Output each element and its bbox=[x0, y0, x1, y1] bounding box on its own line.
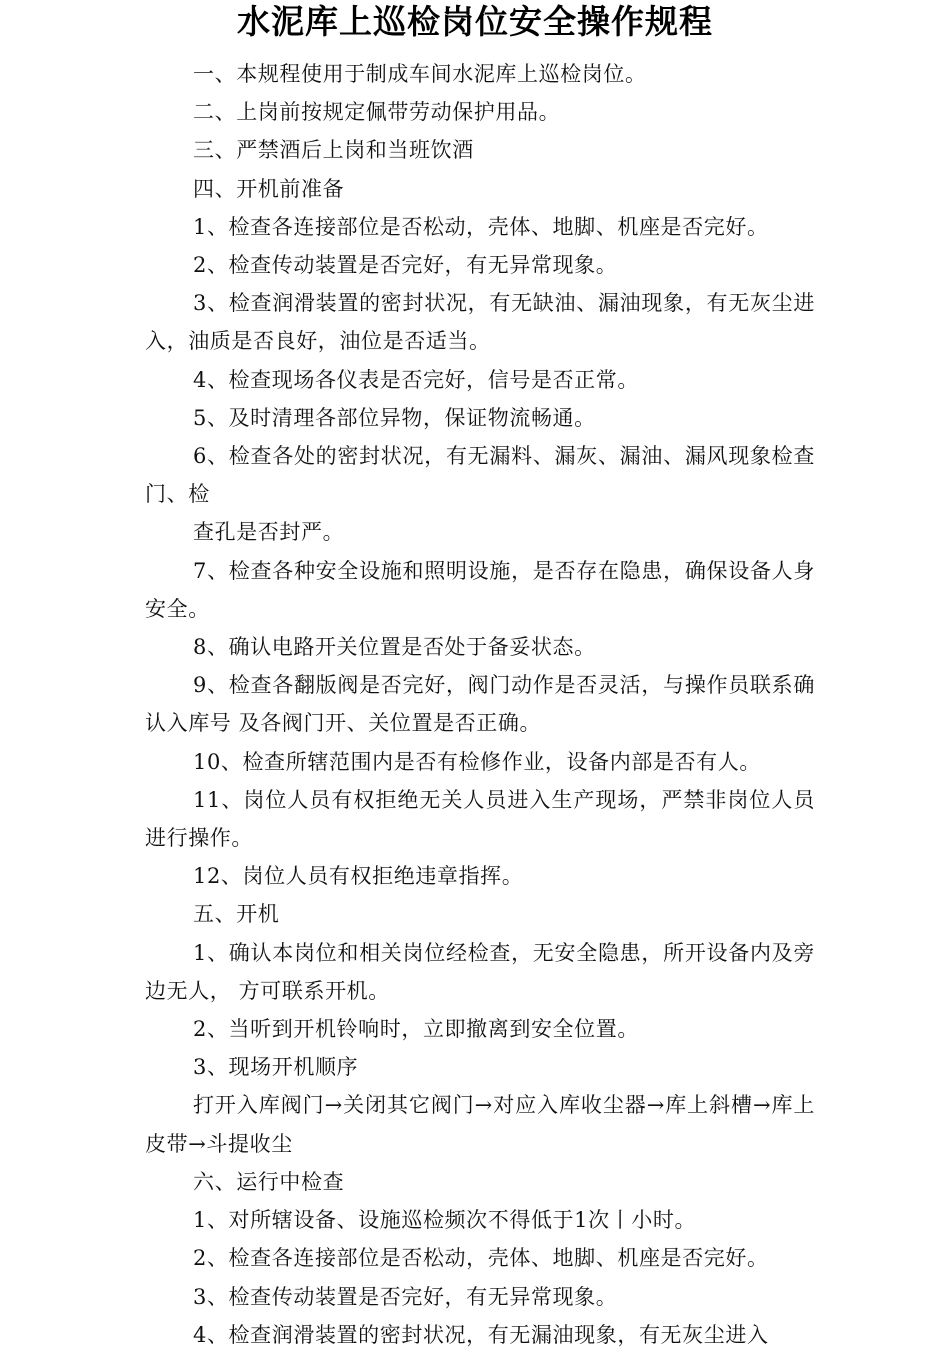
paragraph: 一、本规程使用于制成车间水泥库上巡检岗位。 bbox=[193, 62, 647, 86]
paragraph: 1、检查各连接部位是否松动，壳体、地脚、机座是否完好。 bbox=[193, 214, 769, 239]
paragraph: 3、检查润滑装置的密封状况，有无缺油、漏油现象，有无灰尘进入，油质是否良好，油位是否适当。 bbox=[145, 291, 815, 354]
paragraph: 二、上岗前按规定佩带劳动保护用品。 bbox=[193, 100, 561, 125]
paragraph: 六、运行中检查 bbox=[193, 1169, 345, 1194]
paragraph: 11、岗位人员有权拒绝无关人员进入生产现场，严禁非岗位人员进行操作。 bbox=[145, 787, 815, 851]
paragraph: 7、检查各种安全设施和照明设施，是否存在隐患，确保设备人身安全。 bbox=[145, 558, 815, 621]
paragraph: 1、对所辖设备、设施巡检频次不得低于1次丨小时。 bbox=[193, 1208, 697, 1233]
paragraph: 2、检查各连接部位是否松动，壳体、地脚、机座是否完好。 bbox=[193, 1246, 769, 1271]
document-title: 水泥库上巡检岗位安全操作规程 bbox=[237, 2, 713, 41]
paragraph: 五、开机 bbox=[193, 902, 280, 927]
paragraph: 9、检查各翻版阀是否完好，阀门动作是否灵活，与操作员联系确认入库号 及各阀门开、关位置是否正确。 bbox=[145, 673, 815, 736]
paragraph: 打开入库阀门→关闭其它阀门→对应入库收尘器→库上斜槽→库上皮带→斗提收尘 bbox=[145, 1093, 815, 1156]
paragraph: 3、检查传动装置是否完好，有无异常现象。 bbox=[193, 1284, 618, 1309]
paragraph: 2、检查传动装置是否完好，有无异常现象。 bbox=[193, 253, 618, 278]
paragraph: 查孔是否封严。 bbox=[193, 520, 345, 545]
paragraph: 四、开机前准备 bbox=[193, 176, 345, 201]
paragraph: 三、严禁酒后上岗和当班饮酒 bbox=[193, 138, 474, 163]
paragraph: 5、及时清理各部位异物，保证物流畅通。 bbox=[193, 405, 596, 430]
paragraph: 3、现场开机顺序 bbox=[193, 1055, 359, 1080]
paragraph: 4、检查现场各仪表是否完好，信号是否正常。 bbox=[193, 367, 639, 392]
paragraph: 4、检查润滑装置的密封状况，有无漏油现象，有无灰尘进入 bbox=[193, 1322, 769, 1347]
paragraph: 1、确认本岗位和相关岗位经检查，无安全隐患，所开设备内及旁边无人， 方可联系开机。 bbox=[145, 940, 815, 1003]
paragraph: 10、检查所辖范围内是否有检修作业，设备内部是否有人。 bbox=[193, 749, 761, 774]
paragraph: 12、岗位人员有权拒绝违章指挥。 bbox=[193, 864, 524, 889]
paragraph: 2、当听到开机铃响时，立即撤离到安全位置。 bbox=[193, 1017, 639, 1042]
document-body bbox=[145, 55, 815, 1354]
paragraph: 6、检查各处的密封状况，有无漏料、漏灰、漏油、漏风现象检查门、检 bbox=[145, 444, 815, 507]
paragraph: 8、确认电路开关位置是否处于备妥状态。 bbox=[193, 635, 596, 660]
